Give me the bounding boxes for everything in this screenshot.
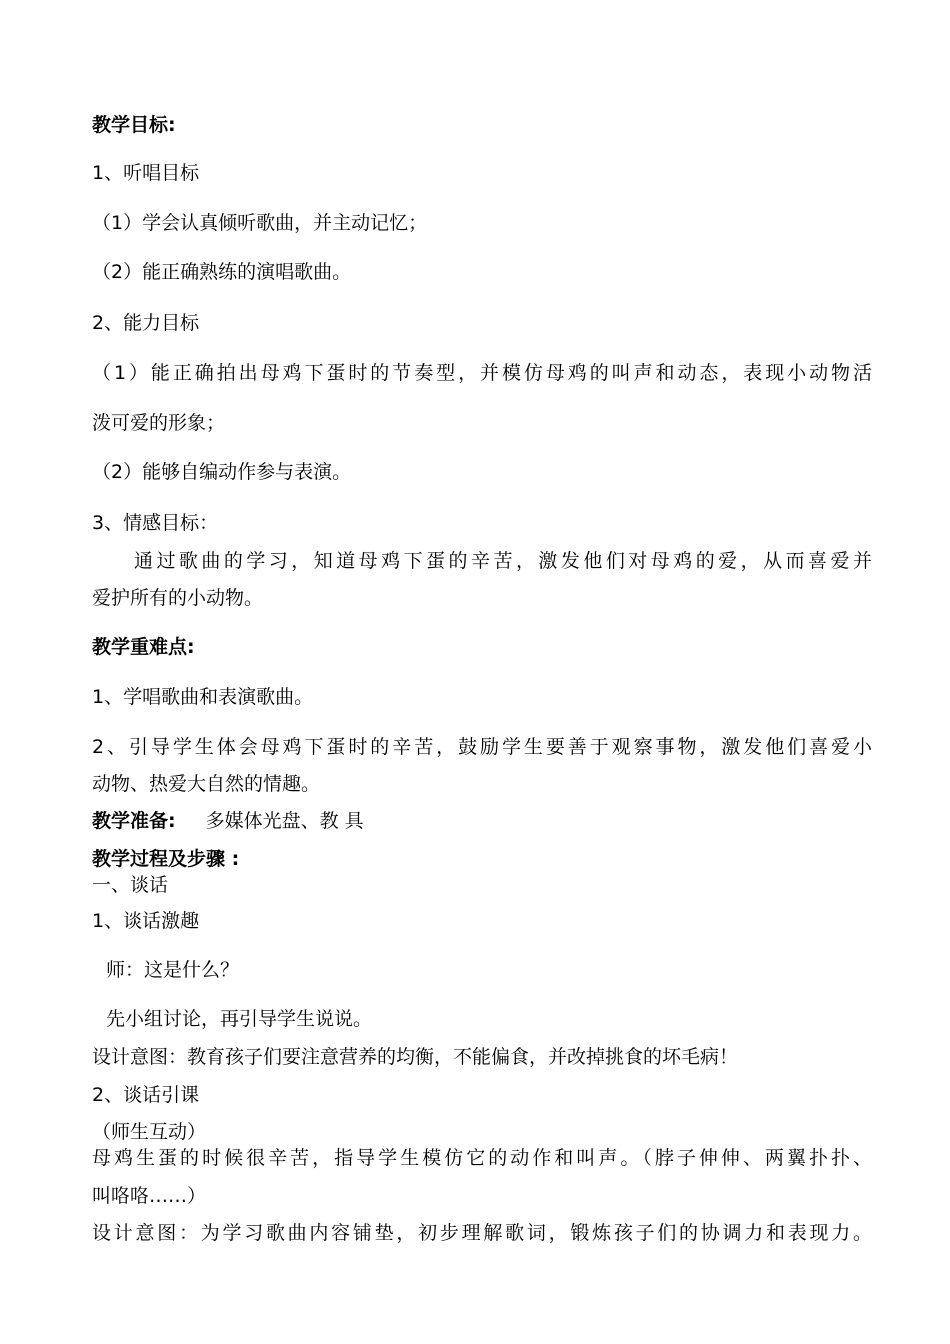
objective-1-item-2: （2）能正确熟练的演唱歌曲。	[92, 261, 352, 283]
objective-1-title: 1、听唱目标	[92, 162, 200, 184]
heading-teaching-process: 教学过程及步骤 :	[92, 848, 240, 870]
preparation-label: 教学准备:	[92, 810, 176, 832]
key-point-2-line-1: 2、引导学生体会母鸡下蛋时的辛苦，鼓励学生要善于观察事物，激发他们喜爱小	[92, 736, 872, 758]
objective-2-item-2: （2）能够自编动作参与表演。	[92, 461, 352, 483]
step-1-question: 师：这是什么？	[106, 959, 240, 981]
heading-teaching-objectives: 教学目标:	[92, 114, 176, 136]
step-2-title: 2、谈话引课	[92, 1084, 200, 1106]
objective-3-title: 3、情感目标：	[92, 512, 219, 534]
key-point-2-line-2: 动物、热爱大自然的情趣。	[92, 773, 321, 795]
teaching-preparation	[92, 808, 872, 834]
step-1-discussion: 先小组讨论，再引导学生说说。	[106, 1008, 373, 1030]
section-1-title: 一、谈话	[92, 874, 169, 896]
preparation-value: 多媒体光盘、教 具	[205, 810, 364, 832]
objective-2-item-1-line-1: （1）能正确拍出母鸡下蛋时的节奏型，并模仿母鸡的叫声和动态，表现小动物活	[92, 362, 872, 384]
step-2-design-intent: 设计意图：为学习歌曲内容铺垫，初步理解歌词，锻炼孩子们的协调力和表现力。	[92, 1222, 872, 1244]
step-1-design-intent: 设计意图：教育孩子们要注意营养的均衡，不能偏食，并改掉挑食的坏毛病！	[92, 1046, 739, 1068]
key-point-1: 1、学唱歌曲和表演歌曲。	[92, 686, 314, 708]
objective-1-item-1: （1）学会认真倾听歌曲，并主动记忆；	[92, 212, 428, 234]
step-2-text-line-2: 叫咯咯……）	[92, 1185, 207, 1207]
objective-3-text-line-2: 爱护所有的小动物。	[92, 587, 264, 609]
step-1-title: 1、谈话激趣	[92, 910, 200, 932]
objective-3-text-line-1: 通过歌曲的学习，知道母鸡下蛋的辛苦，激发他们对母鸡的爱，从而喜爱并	[134, 550, 872, 572]
objective-2-title: 2、能力目标	[92, 312, 200, 334]
step-2-text-line-1: 母鸡生蛋的时候很辛苦，指导学生模仿它的动作和叫声。（脖子伸伸、两翼扑扑、	[92, 1147, 872, 1169]
heading-key-points: 教学重难点:	[92, 636, 195, 658]
objective-2-item-1-line-2: 泼可爱的形象；	[92, 412, 226, 434]
step-2-interaction: （师生互动）	[92, 1121, 207, 1143]
